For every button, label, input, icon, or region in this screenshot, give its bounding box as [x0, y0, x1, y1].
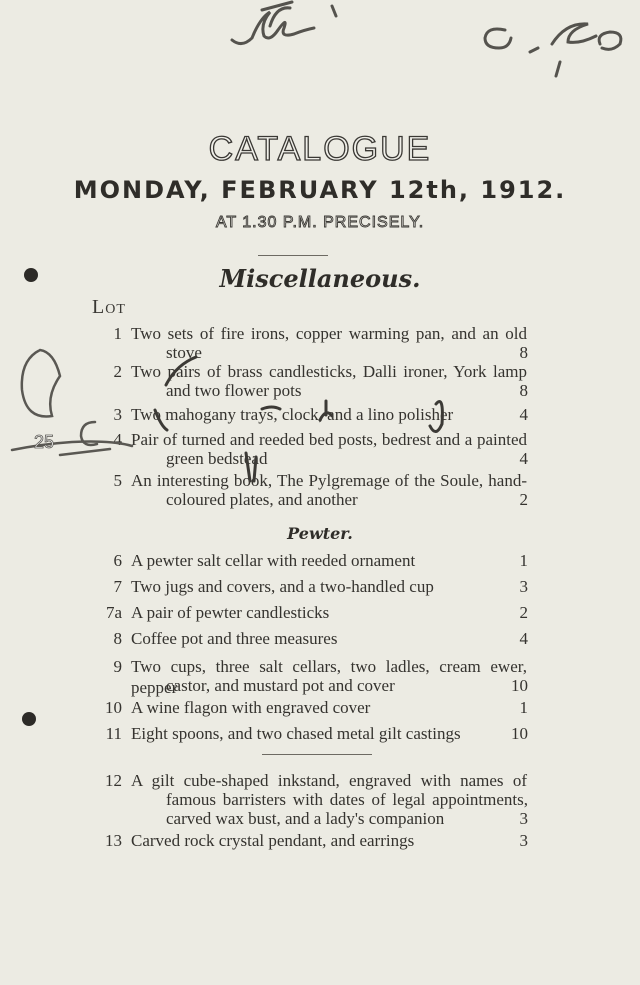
lot-description-cont: and two flower pots — [166, 381, 302, 400]
sale-date: MONDAY, FEBRUARY 12th, 1912. — [73, 176, 567, 204]
punch-hole-bottom — [22, 712, 36, 726]
lot-description-cont: stove — [166, 343, 202, 362]
section-title-miscellaneous: Miscellaneous. — [219, 264, 421, 293]
lot-description: Eight spoons, and two chased metal gilt castings — [131, 724, 461, 743]
lot-price: 8 — [519, 343, 528, 362]
lot-number: 7 — [113, 577, 122, 596]
lot-price: 4 — [519, 629, 528, 648]
lot-description: A gilt cube-shaped inkstand, engraved with names of — [131, 771, 527, 790]
lot-number: 4 — [113, 430, 122, 449]
lot-description: Two sets of fire irons, copper warming pan, and an old — [131, 324, 527, 343]
lot-description-cont: green bedstead — [166, 449, 268, 468]
lot-description: Coffee pot and three measures — [131, 629, 338, 648]
lot-description: Two pairs of brass candlesticks, Dalli ironer, York lamp — [131, 362, 527, 381]
lot-description: Two mahogany trays, clock, and a lino polisher — [131, 405, 454, 424]
lot-description: Two cups, three salt cellars, two ladles, cream ewer, pepper — [131, 657, 527, 697]
lot-description: An interesting book, The Pylgremage of the Soule, hand- — [131, 471, 527, 490]
section-title-pewter: Pewter. — [287, 524, 353, 543]
lot-description: A pair of pewter candlesticks — [131, 603, 330, 622]
lot-price: 3 — [519, 577, 528, 596]
lot-price: 3 — [519, 831, 528, 850]
margin-note: 25 — [34, 432, 55, 452]
lot-description-cont: carved wax bust, and a lady's companion — [166, 809, 445, 828]
lot-number: 11 — [105, 724, 122, 743]
lot-description-cont: famous barristers with dates of legal appointments, — [166, 790, 528, 809]
sale-time: AT 1.30 P.M. PRECISELY. — [215, 214, 425, 231]
lot-description: Pair of turned and reeded bed posts, bedrest and a painted — [131, 430, 527, 449]
lot-price: 1 — [519, 551, 528, 570]
header-divider — [258, 255, 328, 256]
lot-price: 2 — [519, 490, 528, 509]
lot-description: A pewter salt cellar with reeded ornament — [131, 551, 416, 570]
lot-number: 12 — [105, 771, 122, 790]
lot-number: 10 — [105, 698, 122, 717]
lot-number: 8 — [113, 629, 122, 648]
lot-price: 3 — [519, 809, 528, 828]
lot-description-cont: castor, and mustard pot and cover — [166, 676, 395, 695]
lot-description: Two jugs and covers, and a two-handled cup — [131, 577, 434, 596]
lot-number: 13 — [105, 831, 122, 850]
lot-number: 7a — [105, 603, 122, 622]
pencil-margin-annotation — [0, 330, 150, 480]
lot-column-label: Lot — [92, 296, 126, 318]
lot-description: A wine flagon with engraved cover — [131, 698, 371, 717]
lot-number: 2 — [113, 362, 122, 381]
lot-number: 3 — [113, 405, 122, 424]
lot-number: 1 — [113, 324, 122, 343]
catalogue-title: CATALOGUE — [208, 130, 432, 168]
lot-number: 9 — [113, 657, 122, 676]
lot-description-cont: coloured plates, and another — [166, 490, 358, 509]
lot-description: Carved rock crystal pendant, and earrings — [131, 831, 415, 850]
lot-price: 4 — [519, 405, 528, 424]
lot-price: 10 — [511, 676, 528, 695]
lot-price: 8 — [519, 381, 528, 400]
lot-number: 6 — [113, 551, 122, 570]
lot-number: 5 — [113, 471, 122, 490]
section-divider — [262, 754, 372, 755]
pencil-handwriting — [0, 0, 640, 80]
lot-price: 1 — [519, 698, 528, 717]
lot-price: 2 — [519, 603, 528, 622]
lot-price: 10 — [511, 724, 528, 743]
lot-price: 4 — [519, 449, 528, 468]
